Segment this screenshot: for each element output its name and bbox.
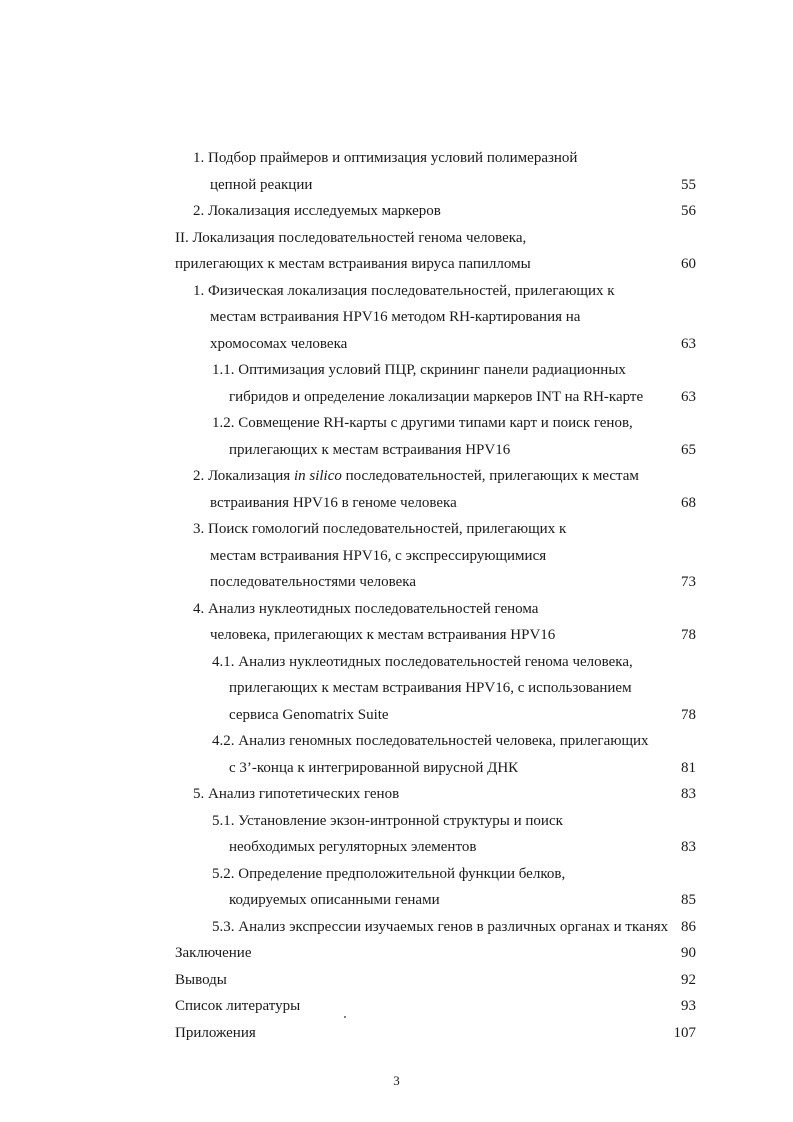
toc-entry (0, 755, 793, 782)
toc-entry-title: человека, прилегающих к местам встраивания HPV16 (210, 627, 556, 643)
toc-entry (0, 967, 793, 994)
toc-entry (0, 543, 793, 570)
toc-entry (0, 808, 793, 835)
toc-entry-page: 78 (681, 706, 696, 723)
toc-entry-page: 78 (681, 627, 696, 643)
toc-entry (0, 490, 793, 517)
toc-entry-title (193, 463, 639, 490)
toc-entry-title: II. Локализация последовательностей генома человека, (175, 229, 527, 246)
toc-entry-title: местам встраивания HPV16, с экспрессирующимися (210, 547, 547, 564)
toc-entry-title: 4. Анализ нуклеотидных последовательностей генома (193, 600, 539, 617)
toc-entry-page: 83 (681, 786, 696, 802)
toc-entry (0, 516, 793, 543)
toc-entry-title: 4.2. Анализ геномных последовательностей человека, прилегающих (212, 733, 649, 749)
toc-entry-title: 2. Локализация исследуемых маркеров (193, 203, 441, 219)
toc-entry-title-part: 2. Локализация (193, 468, 294, 484)
toc-entry (0, 278, 793, 305)
toc-entry-title: сервиса Genomatrix Suite (229, 706, 389, 723)
toc-entry-page: 55 (681, 176, 696, 193)
toc-entry (0, 331, 793, 358)
toc-entry-page: 65 (681, 441, 696, 458)
toc-entry (0, 887, 793, 914)
toc-entry (0, 1020, 793, 1047)
toc-entry-page: 85 (681, 892, 696, 908)
toc-entry-title: 1.1. Оптимизация условий ПЦР, скрининг панели радиационных (212, 362, 626, 378)
toc-entry-title-part: последовательностей, прилегающих к местам (341, 468, 639, 484)
toc-entry (0, 834, 793, 861)
toc-entry-page: 68 (681, 494, 696, 511)
toc-entry-title: 5.2. Определение предположительной функции белков, (212, 865, 566, 882)
toc-entry-page: 90 (681, 945, 696, 961)
toc-entry (0, 596, 793, 623)
toc-entry-page: 93 (681, 998, 696, 1014)
toc-entry (0, 569, 793, 596)
toc-entry-title: 4.1. Анализ нуклеотидных последовательностей генома человека, (212, 653, 633, 670)
toc-entry-title: 1.2. Совмещение RH-карты с другими типами карт и поиск генов, (212, 415, 633, 431)
toc-entry (0, 251, 793, 278)
toc-entry-title: 1. Физическая локализация последовательностей, прилегающих к (193, 282, 615, 299)
toc-entry-page: 107 (673, 1024, 696, 1041)
toc-entry-title: 5. Анализ гипотетических генов (193, 786, 400, 802)
toc-entry (0, 437, 793, 464)
toc-entry (0, 861, 793, 888)
toc-entry-page: 81 (681, 759, 696, 776)
toc-entry (0, 702, 793, 729)
toc-entry-title: 5.1. Установление экзон-интронной структуры и поиск (212, 812, 563, 829)
toc-entry-title: встраивания HPV16 в геноме человека (210, 494, 457, 511)
toc-entry-page: 92 (681, 971, 696, 988)
toc-entry (0, 145, 793, 172)
toc-entry (0, 198, 793, 225)
toc-entry (0, 304, 793, 331)
toc-entry-title: цепной реакции (210, 176, 313, 193)
toc-entry (0, 940, 793, 967)
toc-entry-page: 63 (681, 335, 696, 352)
toc-entry-page: 83 (681, 839, 696, 855)
toc-entry-title: Выводы (175, 971, 227, 988)
toc-entry-page: 63 (681, 388, 696, 405)
toc-entry-title: Список литературы (175, 998, 301, 1014)
toc-entry-title: кодируемых описанными генами (229, 892, 440, 908)
toc-entry-title: прилегающих к местам встраивания вируса папилломы (175, 256, 531, 272)
toc-entry-title: 1. Подбор праймеров и оптимизация условий полимеразной (193, 150, 578, 166)
toc-entry-title: 5.3. Анализ экспрессии изучаемых генов в различных органах и тканях (212, 918, 669, 935)
toc-entry (0, 993, 793, 1020)
toc-entry-title: последовательностями человека (210, 574, 416, 590)
toc-entry-title: прилегающих к местам встраивания HPV16, с использованием (229, 680, 632, 696)
toc-entry (0, 781, 793, 808)
toc-entry (0, 384, 793, 411)
toc-entry-title: 3. Поиск гомологий последовательностей, прилегающих к (193, 521, 567, 537)
toc-entry-title: гибридов и определение локализации маркеров INT на RH-карте (229, 388, 644, 405)
toc-entry (0, 172, 793, 199)
toc-entry (0, 463, 793, 490)
toc-entry-title: прилегающих к местам встраивания HPV16 (229, 441, 511, 458)
toc-entry (0, 728, 793, 755)
toc-entry (0, 357, 793, 384)
toc-entry (0, 622, 793, 649)
toc-entry-title: с 3’-конца к интегрированной вирусной ДНК (229, 759, 519, 776)
toc-entry (0, 649, 793, 676)
toc-entry (0, 914, 793, 941)
toc-entry-title: необходимых регуляторных элементов (229, 839, 477, 855)
toc-entry-page: 86 (681, 918, 696, 935)
toc-entry (0, 225, 793, 252)
toc-entry-title: Заключение (175, 945, 252, 961)
page-number: 3 (393, 1073, 400, 1088)
toc-entry-title: Приложения (175, 1024, 256, 1041)
toc-entry-title-italic: in silico (293, 468, 342, 484)
toc-entry-page: 60 (681, 256, 696, 272)
toc-entry-page: 56 (681, 203, 696, 219)
table-of-contents (0, 145, 793, 1046)
toc-entry-title: хромосомах человека (210, 335, 348, 352)
scan-speck (344, 1016, 346, 1018)
toc-entry (0, 675, 793, 702)
toc-entry-title: местам встраивания HPV16 методом RH-картирования на (210, 309, 581, 325)
toc-entry (0, 410, 793, 437)
toc-entry-page: 73 (681, 574, 696, 590)
